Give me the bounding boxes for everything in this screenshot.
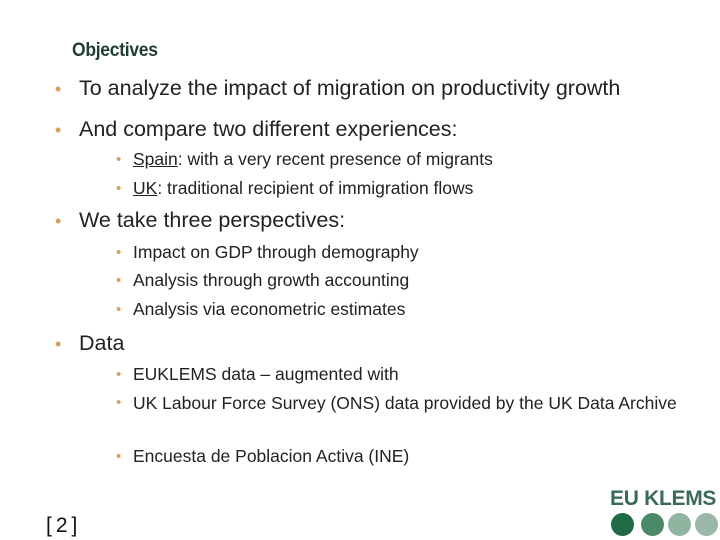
bullet-text: : traditional recipient of immigration flows [157, 178, 474, 198]
bullet-text: We take three perspectives: [79, 208, 346, 232]
sub-bullet-epa [116, 446, 410, 467]
bullet-dot-icon: • [116, 180, 122, 197]
sub-bullet-spain [116, 149, 493, 170]
sub-bullet-uk [116, 178, 474, 199]
spain-link[interactable]: Spain [133, 149, 178, 169]
bullet-dot-icon: • [116, 394, 122, 411]
bullet-compare-experiences [55, 117, 458, 142]
bullet-text: And compare two different experiences: [79, 117, 458, 141]
bullet-dot-icon: • [116, 448, 122, 465]
bullet-dot-icon: • [116, 301, 122, 318]
bullet-dot-icon: • [116, 366, 122, 383]
bullet-text: Data [79, 331, 125, 355]
bullet-text: Impact on GDP through demography [133, 242, 419, 262]
logo-circle-icon [611, 513, 634, 536]
bullet-dot-icon: • [55, 120, 62, 140]
bullet-dot-icon: • [55, 211, 62, 231]
slide-title: Objectives [72, 40, 158, 61]
bullet-text: UK Labour Force Survey (ONS) data provided by the UK Data Archive [133, 393, 677, 413]
bullet-dot-icon: • [116, 244, 122, 261]
bullet-dot-icon: • [55, 334, 62, 354]
bullet-perspectives [55, 208, 346, 233]
bullet-dot-icon: • [116, 272, 122, 289]
bullet-dot-icon: • [116, 151, 122, 168]
logo-text: EU KLEMS [610, 487, 717, 510]
logo-circle-icon [641, 513, 664, 536]
bullet-text: : with a very recent presence of migrants [177, 149, 493, 169]
bullet-text: Analysis via econometric estimates [133, 299, 406, 319]
bullet-text: To analyze the impact of migration on productivity growth [79, 76, 621, 100]
bullet-text: Analysis through growth accounting [133, 270, 410, 290]
sub-bullet-growth-accounting [116, 270, 410, 291]
sub-bullet-euklems [116, 364, 399, 385]
logo-circle-icon [668, 513, 691, 536]
bullet-objective-analyze [55, 76, 621, 101]
bullet-data [55, 331, 125, 356]
bullet-text: Encuesta de Poblacion Activa (INE) [133, 446, 410, 466]
eu-klems-logo [608, 487, 720, 540]
page-number: [2] [46, 514, 82, 537]
bullet-text: EUKLEMS data – augmented with [133, 364, 399, 384]
sub-bullet-gdp [116, 242, 419, 263]
bullet-dot-icon: • [55, 79, 62, 99]
uk-link[interactable]: UK [133, 178, 158, 198]
sub-bullet-uk-lfs [116, 392, 703, 415]
logo-circle-icon [695, 513, 718, 536]
sub-bullet-econometric [116, 299, 406, 320]
